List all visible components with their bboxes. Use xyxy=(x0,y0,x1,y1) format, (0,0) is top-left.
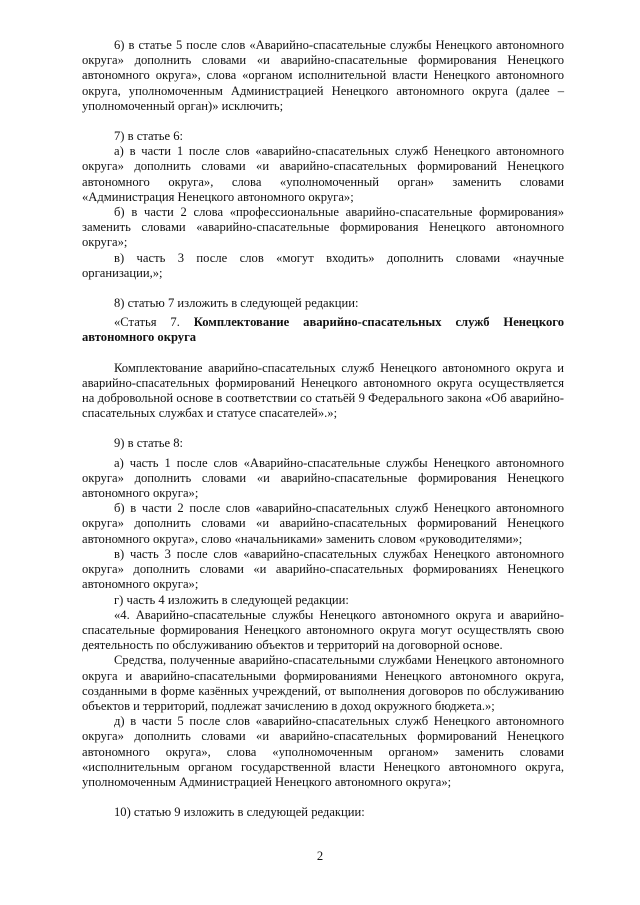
paragraph-item-9b: б) в части 2 после слов «аварийно-спасательных служб Ненецкого автономного округа» дополнить словами «и аварийно-спасательных формирований Ненецкого автономного округа», слово «начальниками» заменить словом «руководителями»; xyxy=(82,501,564,546)
article-7-title: Комплектование аварийно-спасательных служб Ненецкого автономного округа xyxy=(82,315,564,345)
paragraph-item-7c: в) часть 3 после слов «могут входить» дополнить словами «научные организации,»; xyxy=(82,250,564,280)
paragraph-item-9d: г) часть 4 изложить в следующей редакции: xyxy=(114,592,349,607)
document-page xyxy=(82,38,564,820)
article-7-body: Комплектование аварийно-спасательных служб Ненецкого автономного округа и аварийно-спасательных формирований Ненецкого автономного округа осуществляется на добровольной основе в соответствии со статьёй 9 Федерального закона «Об аварийно-спасательных службах и статусе спасателей».»; xyxy=(82,360,564,421)
page-number: 2 xyxy=(316,849,324,863)
paragraph-item-9a: а) часть 1 после слов «Аварийно-спасательные службы Ненецкого автономного округа» дополнить словами «и аварийно-спасательные формирования Ненецкого автономного округа»; xyxy=(82,455,564,501)
paragraph-item-7b: б) в части 2 слова «профессиональные аварийно-спасательные формирования» заменить словами «аварийно-спасательные формирования Ненецкого автономного округа»; xyxy=(82,205,564,250)
article-7-prefix: «Статья 7. xyxy=(114,315,180,330)
paragraph-item-9e: д) в части 5 после слов «аварийно-спасательных служб Ненецкого автономного округа» дополнить словами «и аварийно-спасательных формирований Ненецкого автономного округа», слова «уполномоченным органом» заменить словами «исполнительным органом государственной власти Ненецкого автономного округа, уполномоченным Администрацией Ненецкого автономного округа»; xyxy=(82,714,564,789)
paragraph-item-10: 10) статью 9 изложить в следующей редакции: xyxy=(114,805,365,820)
paragraph-item-6: 6) в статье 5 после слов «Аварийно-спасательные службы Ненецкого автономного округа» дополнить словами «и аварийно-спасательные формирования Ненецкого автономного округа», слова «органом исполнительной власти Ненецкого автономного округа, уполномоченным Администрацией Ненецкого автономного округа (далее – уполномоченный орган)» исключить; xyxy=(82,38,564,113)
paragraph-item-7a: а) в части 1 после слов «аварийно-спасательных служб Ненецкого автономного округа» дополнить словами «и аварийно-спасательных формирований Ненецкого автономного округа», слова «уполномоченный орган» заменить словами «Администрация Ненецкого автономного округа»; xyxy=(82,144,564,204)
paragraph-item-8: 8) статью 7 изложить в следующей редакции: xyxy=(114,296,359,311)
paragraph-item-9: 9) в статье 8: xyxy=(114,436,184,451)
paragraph-item-9d-quote-2: Средства, полученные аварийно-спасательными службами Ненецкого автономного округа и аварийно-спасательными формированиями Ненецкого автономного округа, созданными в форме казённых учреждений, от выполнения договоров по обслуживанию объектов и территорий, подлежат зачислению в доход окружного бюджета.»; xyxy=(82,653,564,713)
paragraph-item-9c: в) часть 3 после слов «аварийно-спасательных службах Ненецкого автономного округа» дополнить словами «и аварийно-спасательных формированиях Ненецкого автономного округа»; xyxy=(82,546,564,592)
paragraph-item-7: 7) в статье 6: xyxy=(114,129,184,144)
article-7-heading xyxy=(82,315,564,345)
paragraph-item-9d-quote-1: «4. Аварийно-спасательные службы Ненецкого автономного округа и аварийно-спасательные формирования Ненецкого автономного округа могут осуществлять свою деятельность по обслуживанию объектов и территорий на договорной основе. xyxy=(82,607,564,653)
